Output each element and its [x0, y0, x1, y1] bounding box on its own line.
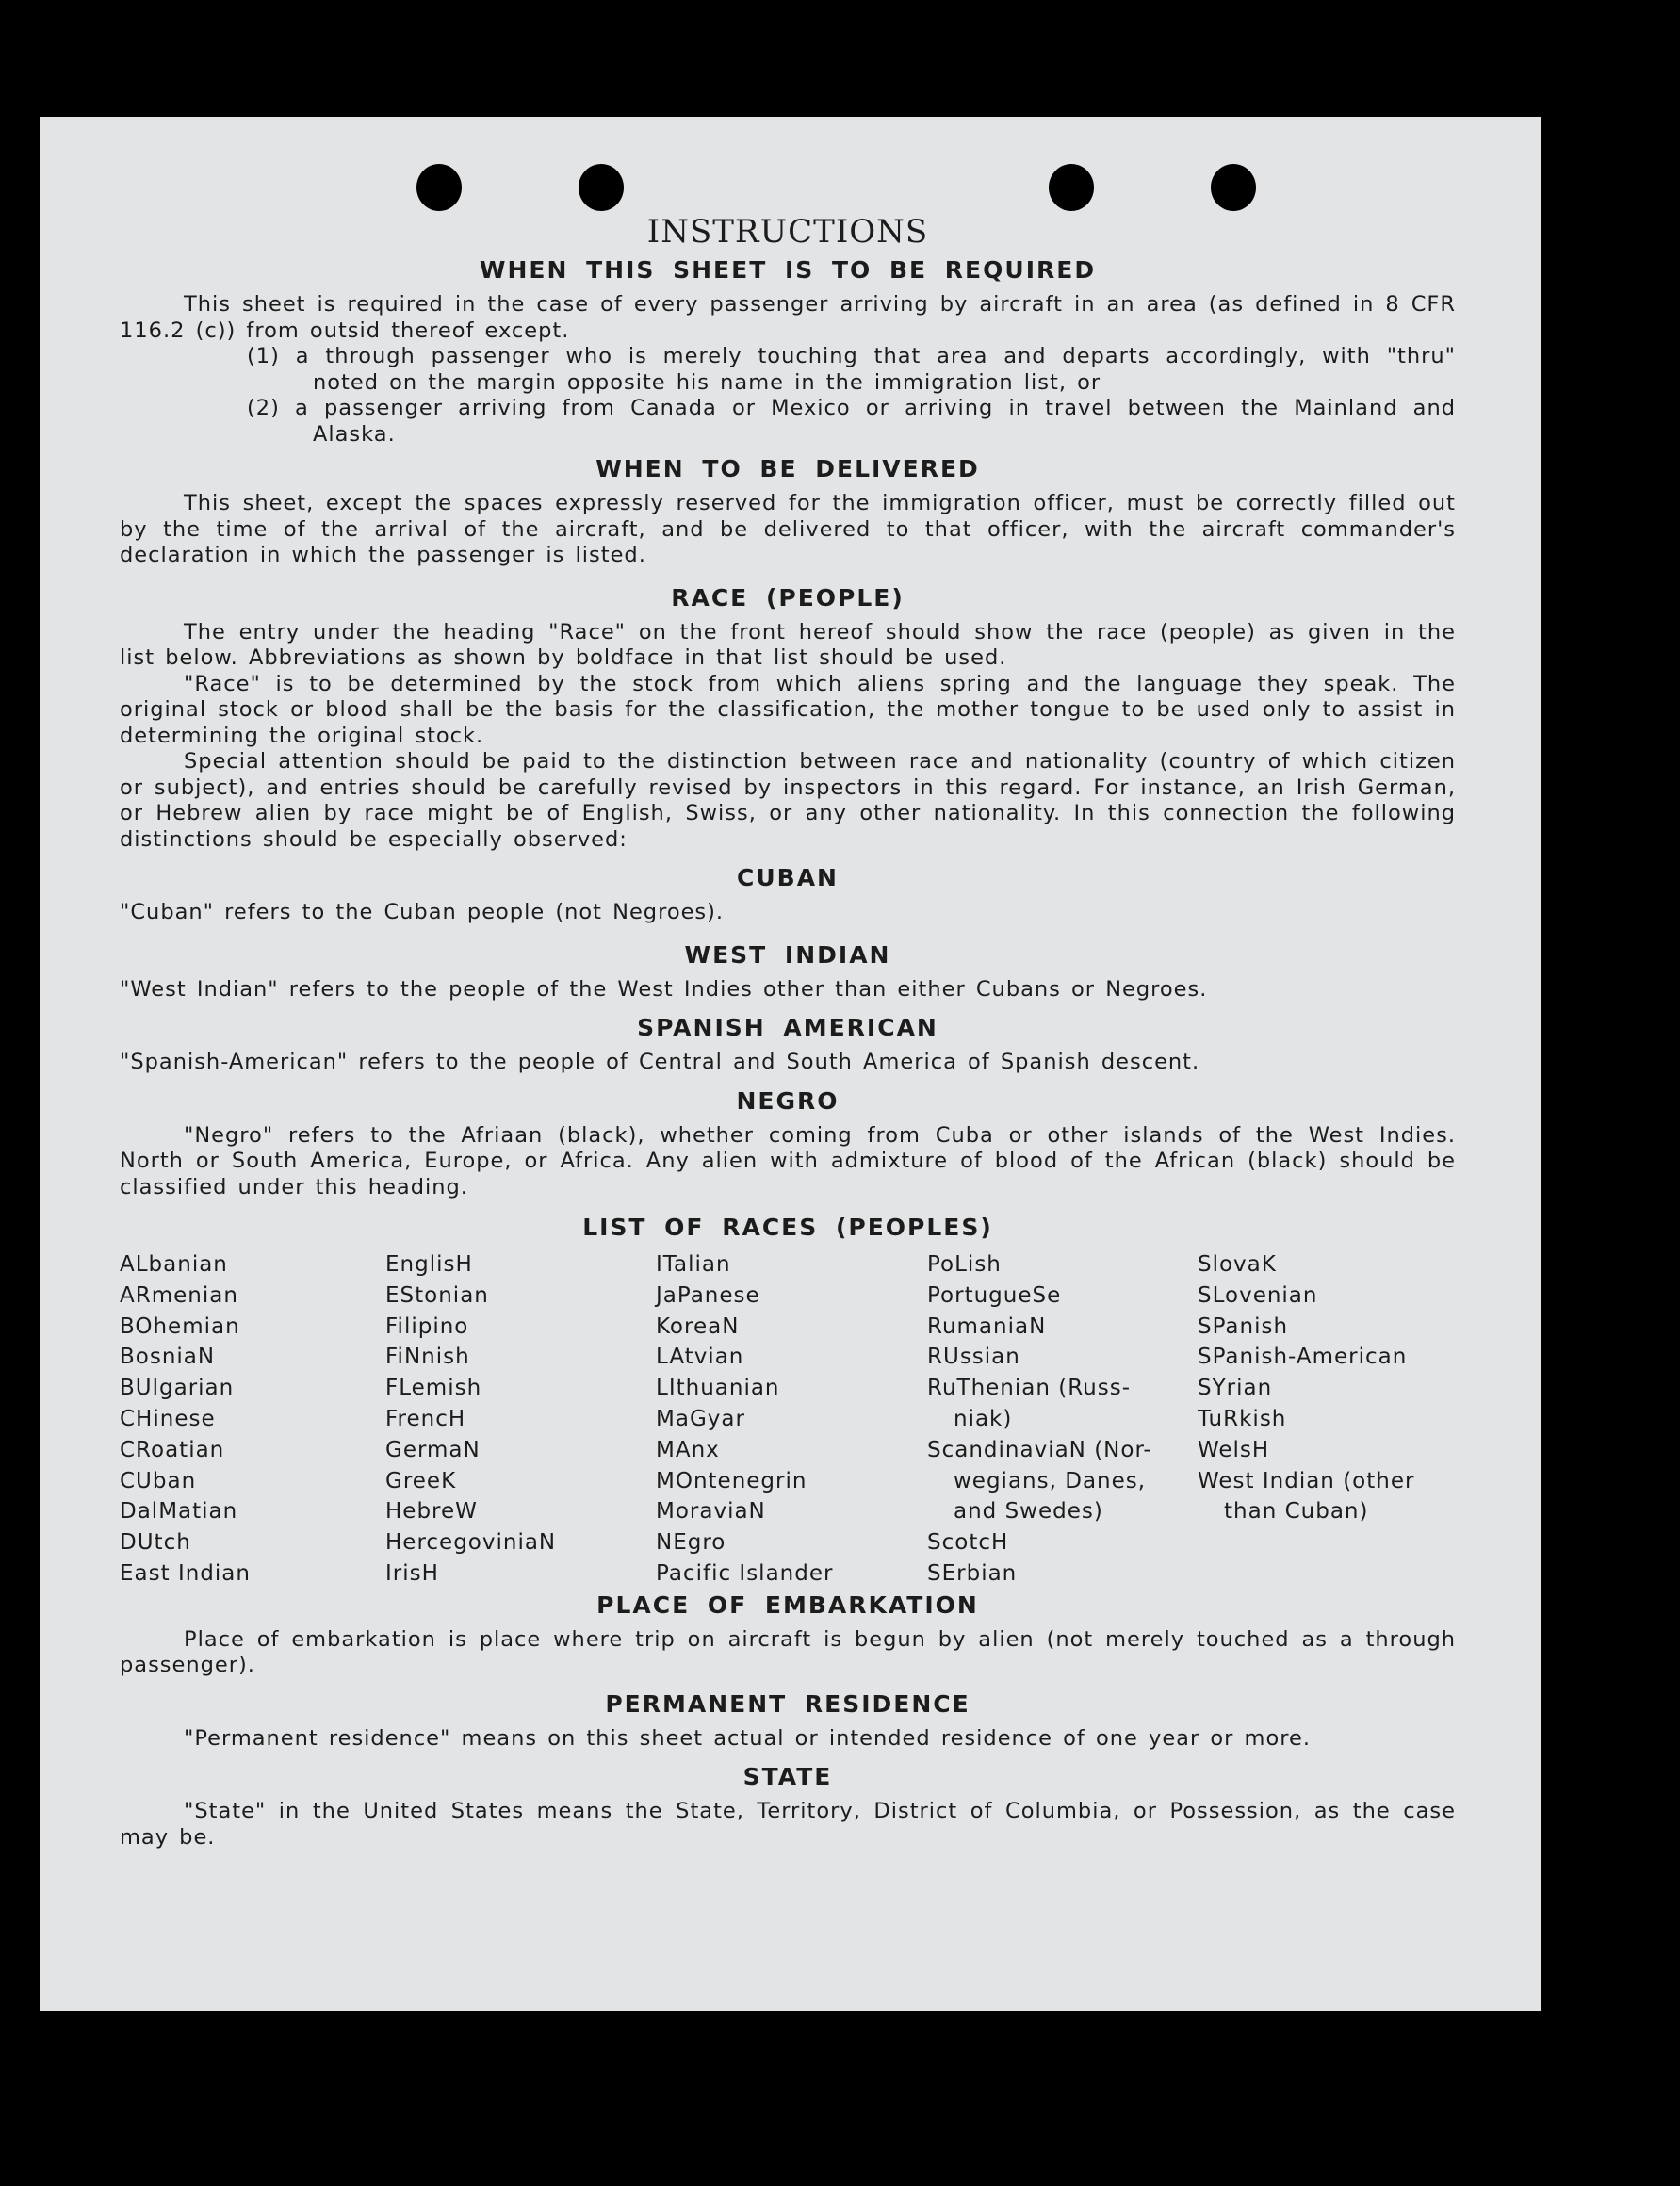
- race-entry-continued: than Cuban): [1224, 1499, 1369, 1525]
- section-heading-west-indian: WEST INDIAN: [684, 940, 891, 969]
- races-column: [656, 1249, 927, 1590]
- race-paragraph: The entry under the heading "Race" on the front hereof should show the race (people) as given in the list below. Abbreviations as shown by boldface in that list should be used.: [120, 619, 1456, 670]
- race-entry: MoraviaN: [656, 1499, 766, 1525]
- race-entry: DUtch: [120, 1530, 191, 1556]
- race-entry: RumaniaN: [927, 1313, 1047, 1339]
- race-paragraph: Special attention should be paid to the distinction between race and nationality (country of which citizen or subject), and entries should be carefully revised by inspectors in this regard. For instance, an Irish German, or Hebrew alien by race might be of English, Swiss, or any other nationality. In this connection the following distinctions should be especially observed:: [120, 749, 1456, 852]
- section-heading-cuban: CUBAN: [737, 864, 839, 891]
- west-indian-text: "West Indian" refers to the people of the West Indies other than either Cubans or Negroes.: [120, 976, 1208, 1002]
- section-heading-required: WHEN THIS SHEET IS TO BE REQUIRED: [479, 256, 1097, 284]
- exception-item-2: (2) a passenger arriving from Canada or Mexico or arriving in travel between the Mainland and Alaska.: [247, 396, 1456, 447]
- race-entry: BosniaN: [120, 1345, 216, 1370]
- race-entry: Pacific Islander: [656, 1560, 834, 1586]
- section-heading-spanish-american: SPANISH AMERICAN: [637, 1014, 938, 1041]
- race-entry: CHinese: [120, 1406, 216, 1431]
- races-column: [927, 1249, 1198, 1590]
- race-entry: EStonian: [385, 1282, 489, 1308]
- race-entry: CRoatian: [120, 1437, 225, 1462]
- race-entry: BOhemian: [120, 1313, 240, 1339]
- page-title: INSTRUCTIONS: [646, 213, 929, 251]
- section-heading-negro: NEGRO: [736, 1086, 840, 1115]
- race-entry: JaPanese: [656, 1282, 760, 1308]
- section-heading-list-of-races: LIST OF RACES (PEOPLES): [582, 1214, 993, 1241]
- race-entry: LAtvian: [656, 1345, 744, 1370]
- instruction-sheet: [40, 117, 1541, 2011]
- race-entry: MAnx: [656, 1437, 720, 1462]
- race-entry: FLemish: [385, 1376, 482, 1401]
- race-entry: SlovaK: [1198, 1252, 1277, 1277]
- races-column: [385, 1249, 656, 1590]
- negro-text: "Negro" refers to the Afriaan (black), whether coming from Cuba or other islands of the West Indies. North or South America, Europe, or Africa. Any alien with admixture of blood of the African (black) should be classified under this heading.: [120, 1122, 1456, 1199]
- state-text: "State" in the United States means the State, Territory, District of Columbia, or Possession, as the case may be.: [120, 1799, 1456, 1850]
- race-entry: GermaN: [385, 1437, 481, 1462]
- exception-item-1: (1) a through passenger who is merely touching that area and departs accordingly, with "thru" noted on the margin opposite his name in the immigration list, or: [247, 344, 1456, 395]
- race-entry-continued: wegians, Danes,: [954, 1468, 1147, 1493]
- punch-hole: [1211, 164, 1256, 211]
- cuban-text: "Cuban" refers to the Cuban people (not Negroes).: [120, 900, 725, 924]
- race-entry: ITalian: [656, 1252, 731, 1277]
- embarkation-text: Place of embarkation is place where trip on aircraft is begun by alien (not merely touched as a through passenger).: [120, 1626, 1456, 1678]
- race-entry: FiNnish: [385, 1345, 470, 1370]
- race-entry: IrisH: [385, 1560, 439, 1586]
- race-entry: ScotcH: [927, 1530, 1009, 1556]
- race-entry: ScandinaviaN (Nor-: [927, 1437, 1152, 1462]
- race-entry: HercegoviniaN: [385, 1530, 557, 1556]
- race-entry: MOntenegrin: [656, 1468, 807, 1493]
- permanent-residence-text: "Permanent residence" means on this sheet actual or intended residence of one year or more.: [184, 1725, 1311, 1751]
- race-entry: WelsH: [1198, 1437, 1270, 1462]
- section-heading-permanent-residence: PERMANENT RESIDENCE: [605, 1689, 970, 1718]
- section-heading-delivered: WHEN TO BE DELIVERED: [595, 455, 980, 482]
- race-entry: West Indian (other: [1198, 1468, 1415, 1493]
- race-entry: NEgro: [656, 1530, 726, 1556]
- race-entry: LIthuanian: [656, 1376, 780, 1401]
- race-entry: MaGyar: [656, 1406, 745, 1431]
- race-entry: BUlgarian: [120, 1376, 235, 1401]
- race-entry: ARmenian: [120, 1282, 238, 1308]
- races-list: [120, 1249, 1456, 1590]
- race-entry: GreeK: [385, 1468, 457, 1493]
- race-entry: SLovenian: [1198, 1282, 1318, 1308]
- race-entry: DalMatian: [120, 1499, 238, 1525]
- race-entry: Filipino: [385, 1313, 469, 1339]
- race-entry: CUban: [120, 1468, 197, 1493]
- race-entry: East Indian: [120, 1560, 251, 1586]
- race-entry: PoLish: [927, 1252, 1002, 1277]
- race-entry: KoreaN: [656, 1313, 740, 1339]
- race-entry: EnglisH: [385, 1252, 473, 1277]
- race-entry: ALbanian: [120, 1252, 228, 1277]
- race-entry: PortugueSe: [927, 1282, 1062, 1308]
- section-heading-embarkation: PLACE OF EMBARKATION: [596, 1591, 979, 1619]
- races-column: [1198, 1249, 1452, 1590]
- punch-hole: [1049, 164, 1094, 211]
- race-entry: SPanish-American: [1198, 1345, 1408, 1370]
- race-entry: SPanish: [1198, 1313, 1289, 1339]
- delivered-text: This sheet, except the spaces expressly reserved for the immigration officer, must be correctly filled out by the time of the arrival of the aircraft, and be delivered to that officer, with the aircraft commander's declaration in which the passenger is listed.: [120, 491, 1456, 567]
- race-entry-continued: and Swedes): [954, 1499, 1103, 1525]
- section-heading-state: STATE: [742, 1763, 833, 1791]
- race-paragraph: "Race" is to be determined by the stock from which aliens spring and the language they speak. The original stock or blood shall be the basis for the classification, the mother tongue to be used only to assist in determining the original stock.: [120, 671, 1456, 748]
- punch-hole: [416, 164, 462, 211]
- race-entry-continued: niak): [954, 1406, 1013, 1431]
- races-column: [120, 1249, 385, 1590]
- race-entry: RuThenian (Russ-: [927, 1376, 1132, 1401]
- sheet-content: [120, 211, 1456, 1851]
- race-entry: TuRkish: [1198, 1406, 1287, 1431]
- race-entry: RUssian: [927, 1345, 1020, 1370]
- race-entry: SErbian: [927, 1560, 1018, 1586]
- section-heading-race: RACE (PEOPLE): [671, 583, 905, 612]
- race-entry: SYrian: [1198, 1376, 1273, 1401]
- required-intro: This sheet is required in the case of every passenger arriving by aircraft in an area (as defined in 8 CFR 116.2 (c)) from outsid thereof except.: [120, 292, 1456, 343]
- race-entry: FrencH: [385, 1406, 466, 1431]
- punch-hole: [579, 164, 624, 211]
- race-entry: HebreW: [385, 1499, 478, 1525]
- spanish-american-text: "Spanish-American" refers to the people of Central and South America of Spanish descent.: [120, 1050, 1200, 1074]
